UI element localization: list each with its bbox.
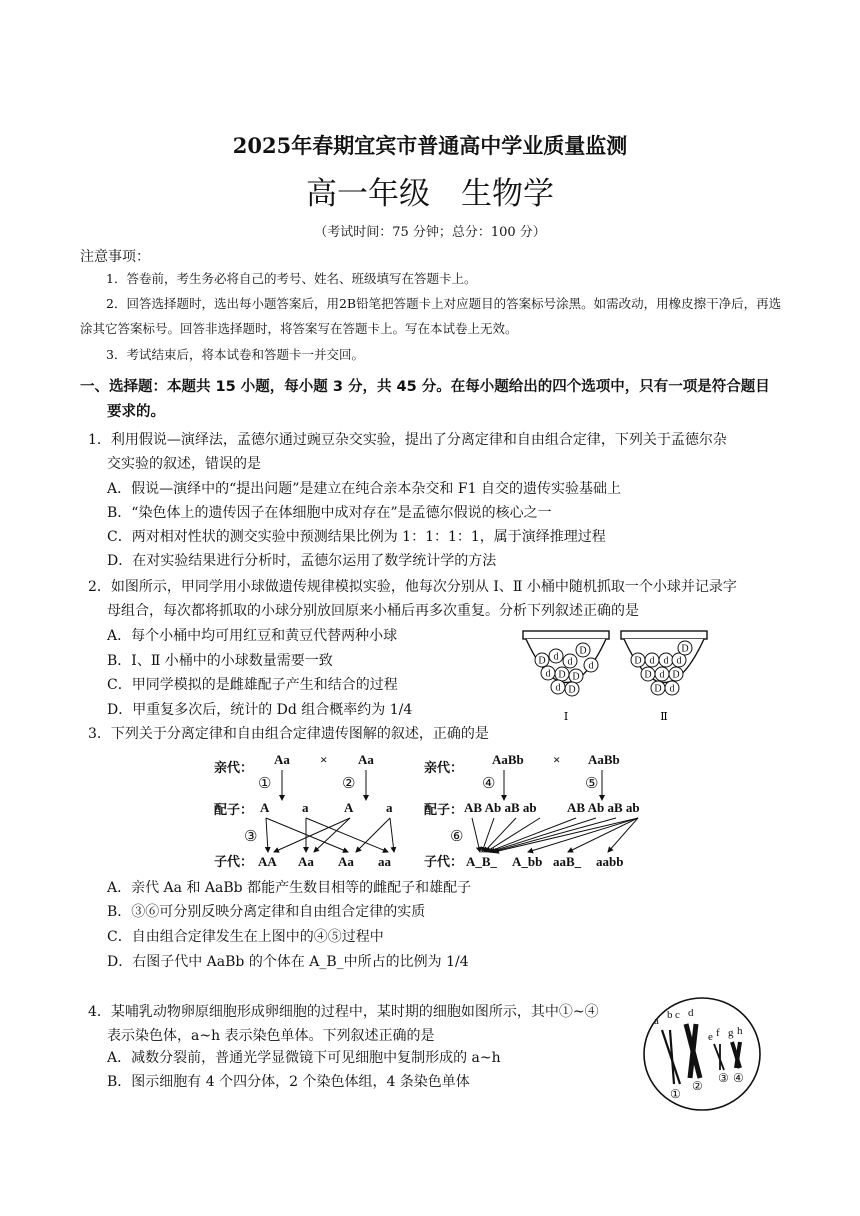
svg-text:A_B_: A_B_	[466, 854, 498, 869]
section-heading-line1: 一、选择题：本题共 15 小题，每小题 3 分，共 45 分。在每小题给出的四个选项中，只有一项是符合题目	[80, 379, 770, 395]
svg-text:f: f	[716, 1027, 720, 1039]
svg-text:A: A	[260, 800, 270, 815]
note-item-2: 2．回答选择题时，选出每小题答案后，用2B铅笔把答题卡上对应题目的答案标号涂黑。如需改动，用橡皮擦干净后，再选涂其它答案标号。回答非选择题时，将答案写在答题卡上。写在本试卷上无效。	[80, 296, 782, 336]
svg-text:×: ×	[553, 752, 561, 767]
svg-text:d: d	[567, 656, 573, 668]
question-3-option-a: A．亲代 Aa 和 AaBb 都能产生数目相等的雌配子和雄配子	[107, 880, 472, 896]
left-cross	[214, 752, 393, 869]
question-3-option-c: C．自由组合定律发生在上图中的④⑤过程中	[107, 929, 384, 945]
svg-text:AaBb: AaBb	[588, 752, 620, 767]
svg-text:e: e	[708, 1031, 713, 1043]
svg-text:D: D	[644, 669, 652, 681]
svg-text:Aa: Aa	[358, 752, 374, 767]
cell-figure	[640, 994, 770, 1114]
svg-text:d: d	[663, 655, 669, 667]
svg-text:aaB_: aaB_	[553, 854, 582, 869]
svg-text:AB Ab aB ab: AB Ab aB ab	[567, 800, 640, 815]
svg-text:子代：: 子代：	[424, 854, 464, 869]
note-item-3: 3．考试结束后，将本试卷和答题卡一并交回。	[106, 347, 364, 362]
ball-D: D	[538, 655, 546, 667]
svg-text:b: b	[667, 1009, 673, 1021]
svg-text:a: a	[386, 800, 393, 815]
bucket-2	[621, 631, 707, 723]
svg-text:g: g	[728, 1027, 734, 1039]
svg-text:d: d	[545, 668, 551, 680]
section-heading-line2: 要求的。	[107, 404, 165, 420]
svg-text:D: D	[672, 669, 680, 681]
notes-heading: 注意事项：	[80, 249, 150, 265]
question-1-stem	[88, 428, 788, 476]
svg-text:D: D	[654, 683, 662, 695]
gamete-label: 配子：	[214, 802, 254, 817]
svg-text:Aa: Aa	[338, 854, 354, 869]
question-3-option-d: D．右图子代中 AaBb 的个体在 A_B_中所占的比例为 1/4	[107, 954, 469, 970]
svg-text:Aa: Aa	[298, 854, 314, 869]
svg-text:D: D	[568, 684, 576, 696]
question-4-option-b: B．图示细胞有 4 个四分体，2 个染色体组，4 条染色单体	[107, 1074, 470, 1090]
svg-text:配子：: 配子：	[424, 802, 464, 817]
svg-text:D: D	[634, 655, 642, 667]
svg-text:AB Ab aB ab: AB Ab aB ab	[464, 800, 537, 815]
question-1-option-c: C．两对相对性状的测交实验中预测结果比例为 1：1：1：1，属于演绎推理过程	[107, 529, 606, 545]
parent-label: 亲代：	[214, 760, 254, 775]
svg-text:d: d	[555, 682, 561, 694]
svg-text:A_bb: A_bb	[512, 854, 543, 869]
svg-text:D: D	[572, 671, 580, 683]
svg-text:②: ②	[342, 776, 356, 792]
svg-text:④: ④	[482, 776, 496, 792]
svg-text:AaBb: AaBb	[492, 752, 524, 767]
question-2-option-a: A．每个小桶中均可用红豆和黄豆代替两种小球	[107, 628, 398, 644]
svg-text:②: ②	[692, 1079, 703, 1093]
svg-text:d: d	[649, 655, 655, 667]
question-1-stem-line1: 1．利用假说—演绎法，孟德尔通过豌豆杂交实验，提出了分离定律和自由组合定律，下列关于孟德尔杂	[88, 432, 727, 448]
exam-title: 2025年春期宜宾市普通高中学业质量监测	[232, 133, 628, 158]
question-2-stem-line2: 母组合，每次都将抓取的小球分别放回原来小桶后再多次重复。分析下列叙述正确的是	[107, 603, 639, 619]
bucket-figure	[518, 628, 718, 724]
question-3-stem: 3．下列关于分离定律和自由组合定律遗传图解的叙述，正确的是	[88, 726, 489, 742]
question-1-option-a: A．假说—演绎中的“提出问题”是建立在纯合亲本杂交和 F1 自交的遗传实验基础上	[107, 481, 621, 497]
svg-text:①: ①	[258, 776, 272, 792]
right-cross	[424, 752, 640, 869]
svg-text:亲代：: 亲代：	[424, 760, 464, 775]
note-item-1: 1．答卷前，考生务必将自己的考号、姓名、班级填写在答题卡上。	[106, 271, 477, 286]
bucket-1-label: Ⅰ	[563, 711, 569, 723]
offspring-label: 子代：	[214, 854, 254, 869]
question-2-stem	[88, 575, 788, 623]
svg-text:d: d	[588, 660, 594, 672]
left-cross-arrows	[266, 770, 394, 852]
svg-text:③: ③	[718, 1071, 729, 1085]
svg-text:D: D	[681, 643, 689, 655]
svg-text:A: A	[344, 800, 354, 815]
svg-text:c: c	[675, 1009, 680, 1021]
svg-text:a: a	[302, 800, 309, 815]
svg-text:⑥: ⑥	[450, 829, 464, 845]
svg-text:×: ×	[320, 752, 328, 767]
svg-text:AA: AA	[258, 854, 277, 869]
svg-text:D: D	[558, 669, 566, 681]
svg-text:aabb: aabb	[596, 854, 624, 869]
question-1-option-b: B．“染色体上的遗传因子在体细胞中成对存在”是孟德尔假说的核心之一	[107, 505, 552, 521]
section-heading	[80, 375, 785, 425]
question-3-option-b: B．③⑥可分别反映分离定律和自由组合定律的实质	[107, 904, 426, 920]
svg-text:d: d	[688, 1007, 694, 1019]
question-4-option-a: A．减数分裂前，普通光学显微镜下可见细胞中复制形成的 a~h	[107, 1050, 501, 1066]
svg-text:aa: aa	[378, 854, 391, 869]
question-2-stem-line1: 2．如图所示，甲同学用小球做遗传规律模拟实验，他每次分别从 I、Ⅱ 小桶中随机抓取一个小球并记录字	[88, 579, 737, 595]
question-4-stem	[88, 1000, 648, 1048]
svg-text:d: d	[659, 669, 665, 681]
question-2-option-b: B．Ⅰ、Ⅱ 小桶中的小球数量需要一致	[107, 653, 333, 669]
cell-membrane	[644, 998, 760, 1110]
svg-text:a: a	[654, 1015, 659, 1027]
svg-text:d: d	[553, 651, 559, 663]
cross-diagram	[210, 748, 660, 874]
question-1-stem-line2: 交实验的叙述，错误的是	[107, 456, 261, 472]
question-4-stem-line1: 4．某哺乳动物卵原细胞形成卵细胞的过程中，某时期的细胞如图所示，其中①~④	[88, 1004, 599, 1020]
svg-text:⑤: ⑤	[585, 776, 599, 792]
svg-text:h: h	[737, 1025, 743, 1037]
svg-text:d: d	[669, 683, 675, 695]
svg-text:d: d	[676, 655, 682, 667]
svg-text:④: ④	[733, 1071, 744, 1085]
svg-text:Aa: Aa	[274, 752, 290, 767]
bucket-1	[523, 631, 609, 723]
exam-info: （考试时间：75 分钟；总分：100 分）	[314, 225, 546, 240]
question-2-option-c: C．甲同学模拟的是雌雄配子产生和结合的过程	[107, 677, 398, 693]
question-2-option-d: D．甲重复多次后，统计的 Dd 组合概率约为 1/4	[107, 702, 413, 718]
question-4-stem-line2: 表示染色体，a~h 表示染色单体。下列叙述正确的是	[107, 1028, 435, 1044]
bucket-2-label: Ⅱ	[660, 711, 668, 723]
svg-text:D: D	[579, 645, 587, 657]
question-1-option-d: D．在对实验结果进行分析时，孟德尔运用了数学统计学的方法	[107, 553, 497, 569]
svg-text:③: ③	[244, 829, 258, 845]
exam-subtitle: 高一年级 生物学	[306, 176, 554, 212]
svg-text:①: ①	[670, 1087, 681, 1101]
